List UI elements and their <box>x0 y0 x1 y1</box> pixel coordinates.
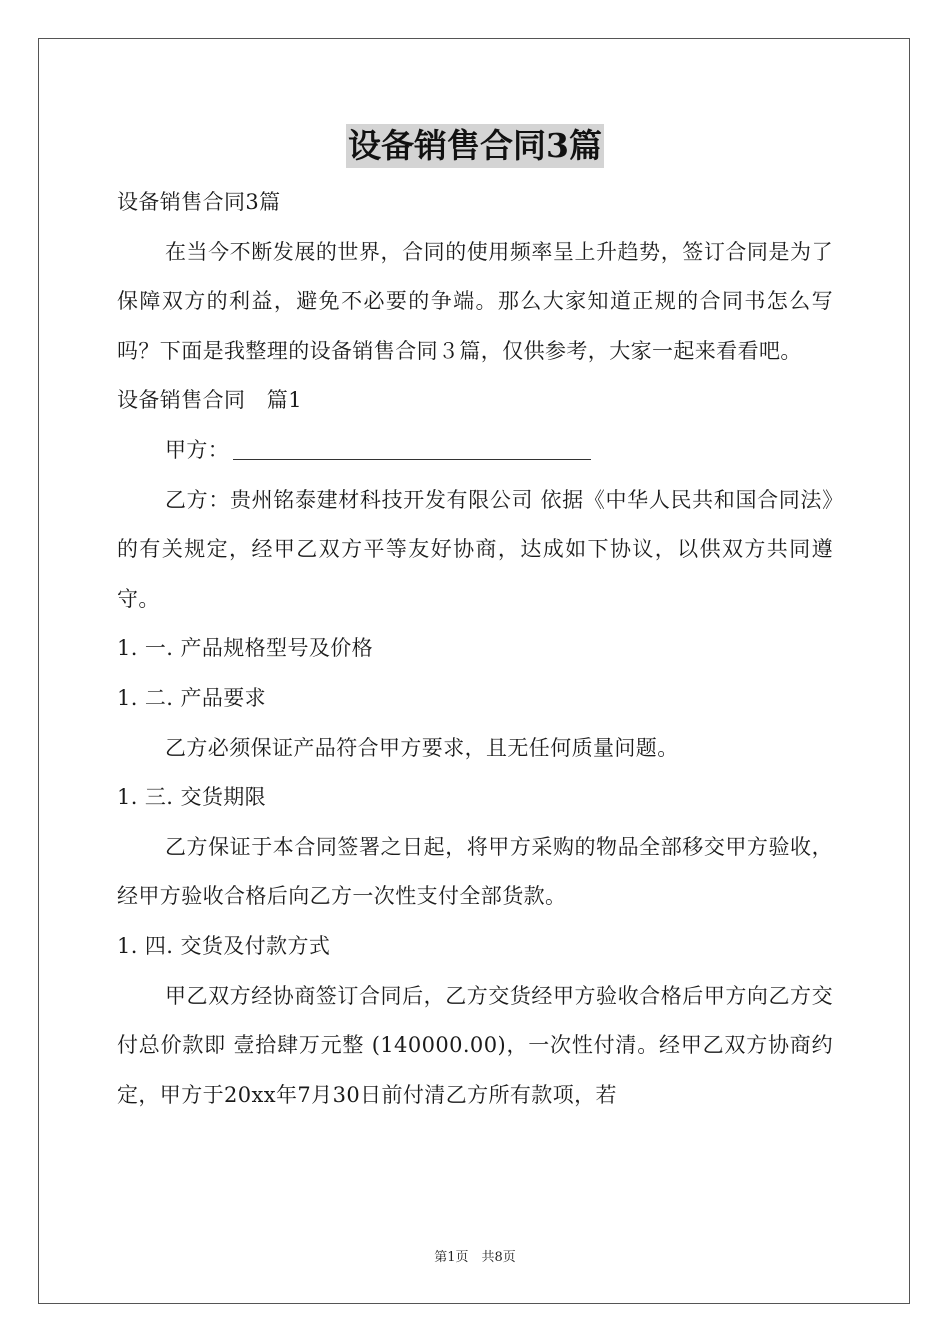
clause-body-2: 乙方必须保证产品符合甲方要求，且无任何质量问题。 <box>165 735 679 760</box>
party-a-label: 甲方： <box>165 437 230 462</box>
clause-body-3: 乙方保证于本合同签署之日起，将甲方采购的物品全部移交甲方验收，经甲方验收合格后向乙方一次性支付全部货款。 <box>117 834 833 909</box>
party-b-paragraph: 乙方：贵州铭泰建材科技开发有限公司 依据《中华人民共和国合同法》的有关规定，经甲乙双方平等友好协商，达成如下协议，以供双方共同遵守。 <box>117 487 833 611</box>
clause-heading-2: 1. 二. 产品要求 <box>117 685 267 710</box>
clause-body-4: 甲乙双方经协商签订合同后，乙方交货经甲方验收合格后甲方向乙方交付总价款即 壹拾肆万元整 (140000.00)，一次性付清。经甲乙双方协商约定，甲方于20xx年7月30日前付清乙方所有款项，若 <box>117 983 833 1107</box>
title-container <box>0 124 950 168</box>
party-a-blank <box>233 438 591 460</box>
document-title: 设备销售合同3篇 <box>346 124 604 168</box>
party-a-line <box>117 426 833 476</box>
intro-paragraph: 在当今不断发展的世界，合同的使用频率呈上升趋势，签订合同是为了保障双方的利益，避免不必要的争端。那么大家知道正规的合同书怎么写吗？下面是我整理的设备销售合同３篇，仅供参考，大家一起来看看吧。 <box>117 239 833 363</box>
clause-heading-4: 1. 四. 交货及付款方式 <box>117 933 331 958</box>
section-heading: 设备销售合同 篇1 <box>117 388 302 413</box>
clause-heading-3: 1. 三. 交货期限 <box>117 785 267 810</box>
document-body <box>117 178 833 1120</box>
document-subtitle: 设备销售合同3篇 <box>117 190 281 214</box>
page-footer: 第1页 共8页 <box>434 1250 516 1265</box>
clause-heading-1: 1. 一. 产品规格型号及价格 <box>117 636 374 661</box>
